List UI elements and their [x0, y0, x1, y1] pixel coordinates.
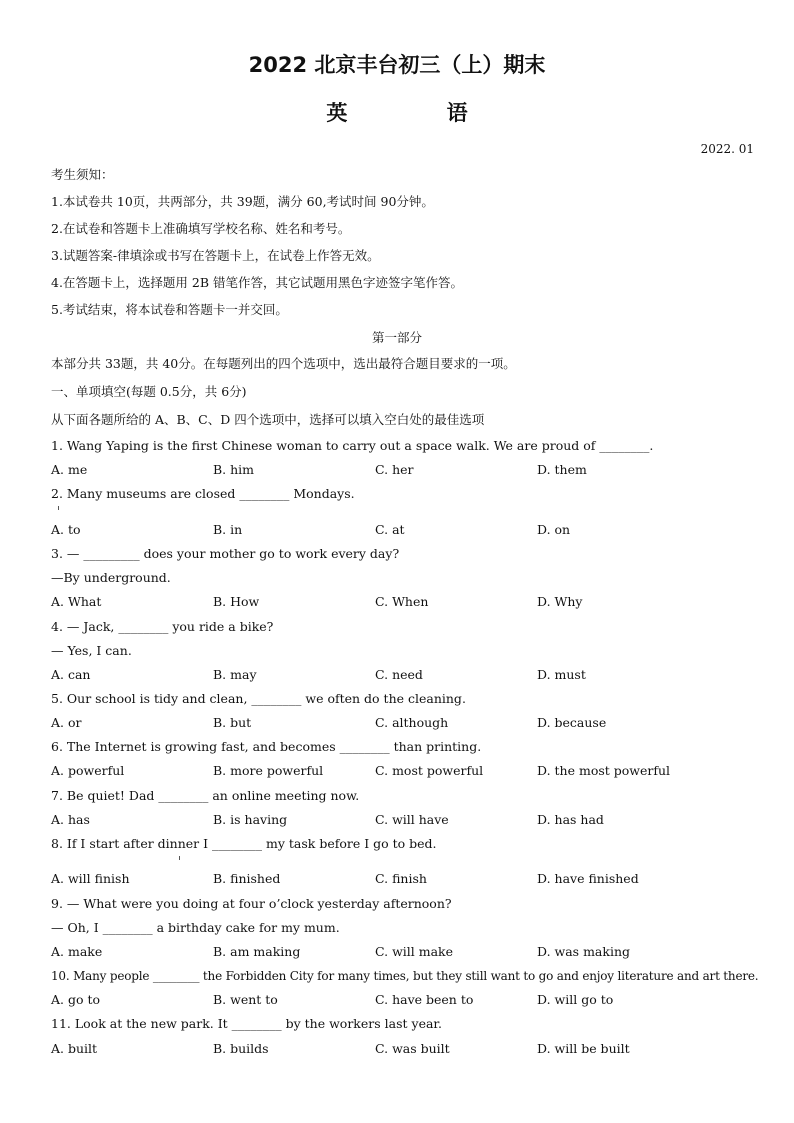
option-row: [51, 667, 751, 683]
option-c: C. will have: [375, 812, 449, 827]
option-c: C. have been to: [375, 992, 474, 1007]
option-d: D. was making: [537, 944, 630, 959]
option-a: A. will finish: [51, 871, 130, 886]
option-row: [51, 522, 751, 538]
option-a: A. or: [51, 715, 82, 730]
option-a: A. go to: [51, 992, 101, 1007]
option-b: B. finished: [213, 871, 281, 886]
scan-mark: [58, 506, 59, 510]
option-a: A. built: [51, 1041, 98, 1056]
question-stem: 3. — _________ does your mother go to work every day?: [51, 546, 400, 561]
option-d: D. the most powerful: [537, 763, 671, 778]
option-a: A. to: [51, 522, 81, 537]
instruction-item: 5.考试结束，将本试卷和答题卡一并交回。: [51, 302, 288, 317]
option-a: A. has: [51, 812, 90, 827]
option-b: B. am making: [213, 944, 301, 959]
scan-mark: [179, 856, 180, 860]
question-stem: 10. Many people ________ the Forbidden City for many times, but they still want to go and enjoy literature and art there.: [51, 969, 759, 983]
option-row: [51, 944, 751, 960]
question-response: — Yes, I can.: [51, 643, 132, 658]
option-c: C. at: [375, 522, 405, 537]
option-c: C. her: [375, 462, 414, 477]
option-row: [51, 871, 751, 887]
option-row: [51, 594, 751, 610]
question-stem: 2. Many museums are closed ________ Mondays.: [51, 486, 355, 501]
option-c: C. most powerful: [375, 763, 484, 778]
part-heading: 第一部分: [371, 330, 422, 345]
option-b: B. builds: [213, 1041, 269, 1056]
option-d: D. must: [537, 667, 586, 682]
question-response: —By underground.: [51, 570, 171, 585]
option-d: D. have finished: [537, 871, 639, 886]
instruction-item: 1.本试卷共 10页，共两部分，共 39题，满分 60,考试时间 90分钟。: [51, 194, 434, 209]
option-d: D. Why: [537, 594, 583, 609]
option-a: A. powerful: [51, 763, 125, 778]
option-row: [51, 763, 751, 779]
subject-title: 英 语: [326, 101, 514, 125]
option-b: B. in: [213, 522, 243, 537]
section-instruction: 从下面各题所给的 A、B、C、D 四个选项中，选择可以填入空白处的最佳选项: [51, 412, 485, 427]
question-stem: 7. Be quiet! Dad ________ an online meeting now.: [51, 788, 360, 803]
option-c: C. need: [375, 667, 423, 682]
option-b: B. went to: [213, 992, 278, 1007]
option-c: C. When: [375, 594, 429, 609]
exam-title: 2022 北京丰台初三（上）期末: [248, 53, 546, 77]
option-a: A. make: [51, 944, 103, 959]
question-stem: 8. If I start after dinner I ________ my task before I go to bed.: [51, 836, 437, 851]
instruction-item: 2.在试卷和答题卡上准确填写学校名称、姓名和考号。: [51, 221, 351, 236]
option-b: B. him: [213, 462, 255, 477]
option-c: C. was built: [375, 1041, 450, 1056]
instructions-heading: 考生须知：: [51, 167, 114, 182]
part-intro: 本部分共 33题，共 40分。在每题列出的四个选项中，选出最符合题目要求的一项。: [51, 356, 516, 371]
option-b: B. How: [213, 594, 260, 609]
option-d: D. will be built: [537, 1041, 630, 1056]
question-stem: 11. Look at the new park. It ________ by the workers last year.: [51, 1016, 442, 1031]
instruction-item: 3.试题答案-律填涂或书写在答题卡上，在试卷上作答无效。: [51, 248, 380, 263]
option-row: [51, 715, 751, 731]
question-stem: 5. Our school is tidy and clean, ________ we often do the cleaning.: [51, 691, 466, 706]
option-a: A. can: [51, 667, 91, 682]
option-row: [51, 462, 751, 478]
option-c: C. although: [375, 715, 449, 730]
question-stem: 1. Wang Yaping is the first Chinese woman to carry out a space walk. We are proud of ________.: [51, 438, 654, 453]
option-row: [51, 992, 751, 1008]
question-stem: 9. — What were you doing at four o’clock yesterday afternoon?: [51, 896, 452, 911]
instruction-item: 4.在答题卡上，选择题用 2B 错笔作答，其它试题用黑色字迹签字笔作答。: [51, 275, 464, 290]
option-d: D. on: [537, 522, 571, 537]
option-b: B. is having: [213, 812, 288, 827]
option-d: D. has had: [537, 812, 604, 827]
option-c: C. finish: [375, 871, 427, 886]
option-a: A. What: [51, 594, 102, 609]
option-row: [51, 812, 751, 828]
question-stem: 6. The Internet is growing fast, and becomes ________ than printing.: [51, 739, 482, 754]
option-c: C. will make: [375, 944, 454, 959]
exam-date: 2022. 01: [700, 142, 754, 156]
question-response: — Oh, I ________ a birthday cake for my mum.: [51, 920, 340, 935]
option-d: D. them: [537, 462, 587, 477]
option-b: B. but: [213, 715, 252, 730]
option-d: D. because: [537, 715, 607, 730]
option-d: D. will go to: [537, 992, 614, 1007]
option-b: B. more powerful: [213, 763, 324, 778]
option-b: B. may: [213, 667, 257, 682]
option-a: A. me: [51, 462, 88, 477]
option-row: [51, 1041, 751, 1057]
question-stem: 4. — Jack, ________ you ride a bike?: [51, 619, 274, 634]
section-title: 一、单项填空(每题 0.5分，共 6分): [51, 384, 247, 399]
